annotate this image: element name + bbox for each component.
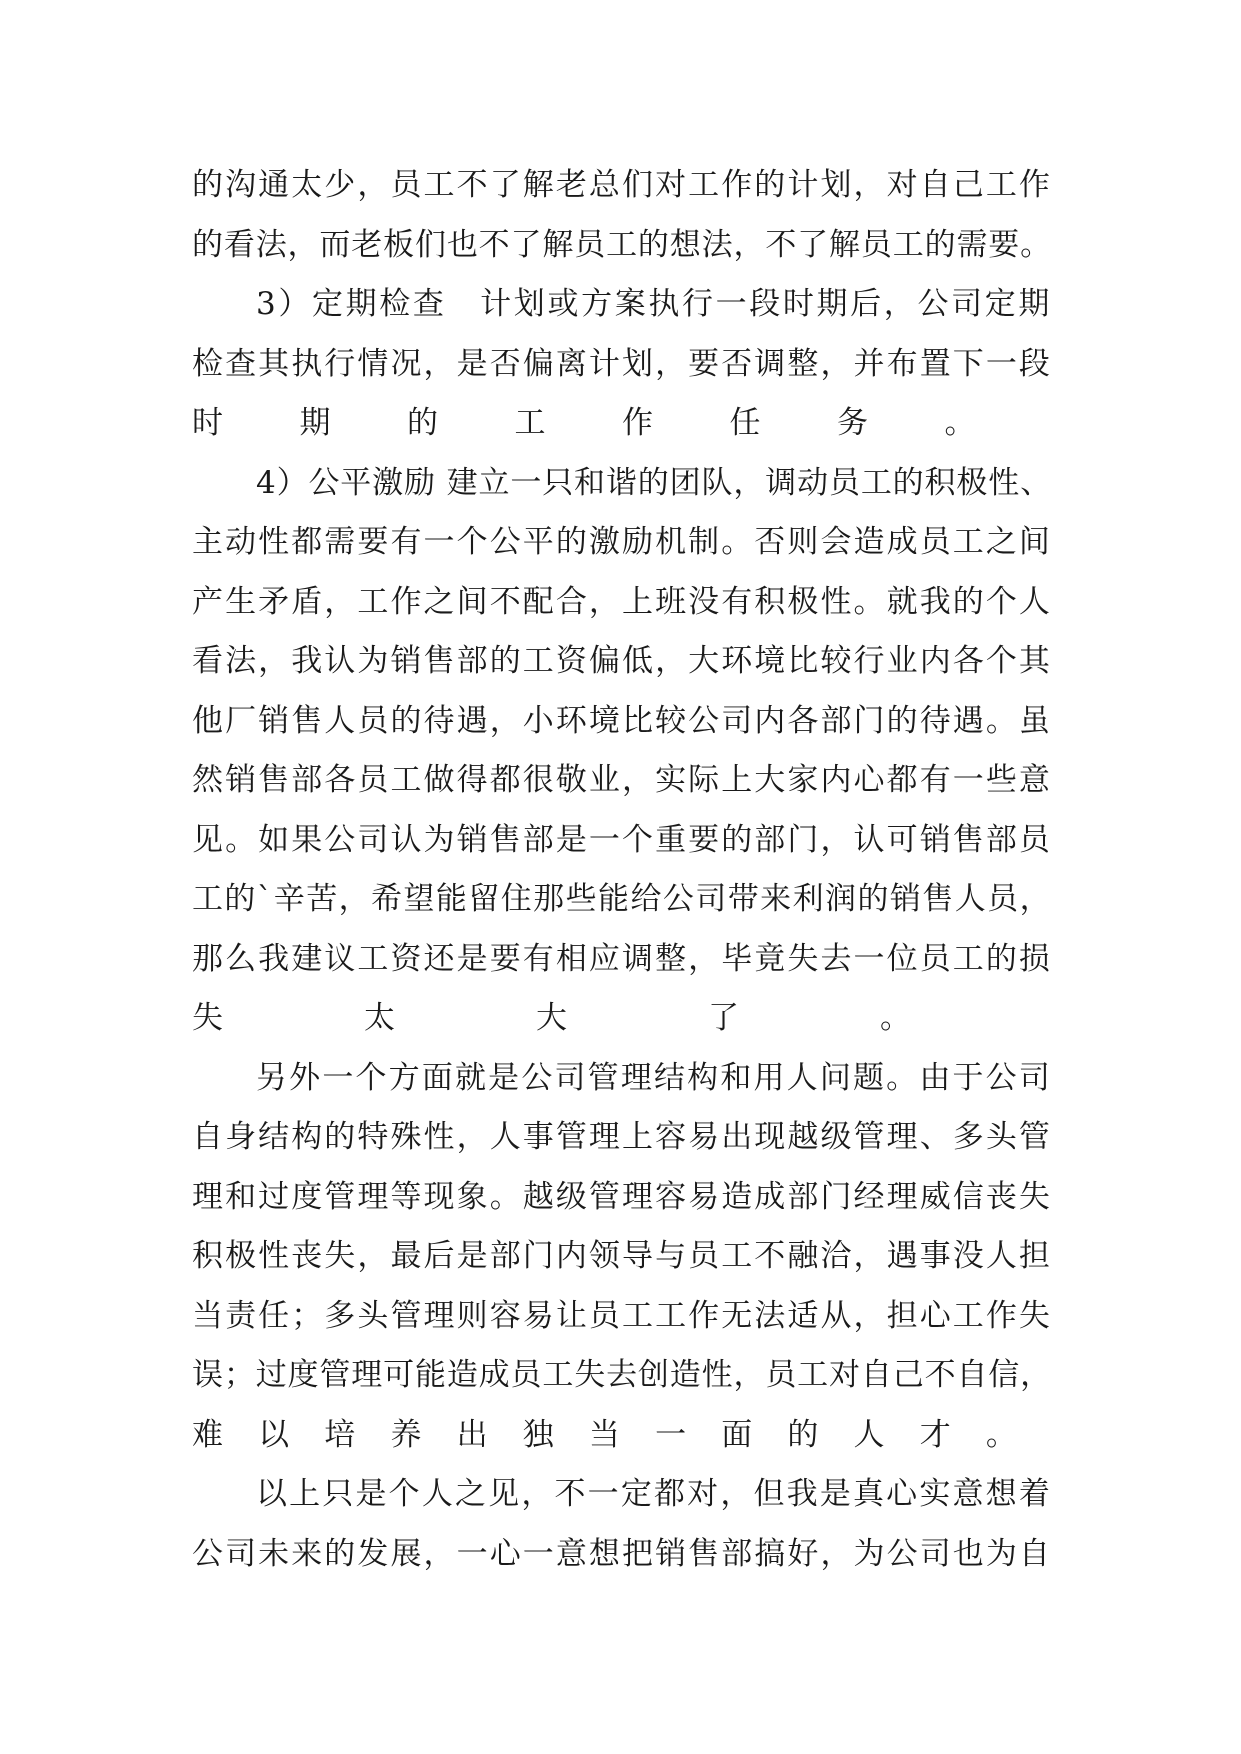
text-line: 理和过度管理等现象。越级管理容易造成部门经理威信丧失 <box>192 1178 1052 1215</box>
text-line: 误；过度管理可能造成员工失去创造性，员工对自己不自信， <box>192 1357 1052 1393</box>
text-line: 积极性丧失，最后是部门内领导与员工不融洽，遇事没人担 <box>192 1238 1052 1274</box>
text-line: 的沟通太少，员工不了解老总们对工作的计划，对自己工作 <box>192 167 1052 203</box>
text-line: 3）定期检查 计划或方案执行一段时期后，公司定期 <box>256 286 1052 322</box>
text-line: 的看法，而老板们也不了解员工的想法，不了解员工的需要。 <box>192 226 1052 263</box>
text-line: 主动性都需要有一个公平的激励机制。否则会造成员工之间 <box>192 524 1052 560</box>
text-line: 然销售部各员工做得都很敬业，实际上大家内心都有一些意 <box>192 762 1052 798</box>
text-line: 当责任；多头管理则容易让员工工作无法适从，担心工作失 <box>192 1297 1052 1334</box>
text-line: 产生矛盾，工作之间不配合，上班没有积极性。就我的个人 <box>192 583 1052 620</box>
text-line: 以上只是个人之见，不一定都对，但我是真心实意想着 <box>256 1476 1052 1512</box>
text-line: 4）公平激励 建立一只和谐的团队，调动员工的积极性、 <box>256 464 1052 501</box>
text-line: 检查其执行情况，是否偏离计划，要否调整，并布置下一段 <box>192 345 1052 382</box>
text-line: 另外一个方面就是公司管理结构和用人问题。由于公司 <box>256 1059 1052 1096</box>
text-line: 看法，我认为销售部的工资偏低，大环境比较行业内各个其 <box>192 643 1052 679</box>
text-line: 自身结构的特殊性，人事管理上容易出现越级管理、多头管 <box>192 1119 1052 1155</box>
document-body <box>192 156 1052 1584</box>
text-line: 难以培养出独当一面的人才。 <box>192 1416 1052 1453</box>
text-line: 失太大了。 <box>192 1000 1052 1036</box>
text-line: 时期的工作任务。 <box>192 405 1052 441</box>
text-line: 他厂销售人员的待遇，小环境比较公司内各部门的待遇。虽 <box>192 702 1052 739</box>
text-line: 工的`辛苦，希望能留住那些能给公司带来利润的销售人员， <box>192 881 1052 917</box>
text-line: 那么我建议工资还是要有相应调整，毕竟失去一位员工的损 <box>192 940 1052 977</box>
text-line: 公司未来的发展，一心一意想把销售部搞好，为公司也为自 <box>192 1535 1052 1572</box>
text-line: 见。如果公司认为销售部是一个重要的部门，认可销售部员 <box>192 821 1052 858</box>
